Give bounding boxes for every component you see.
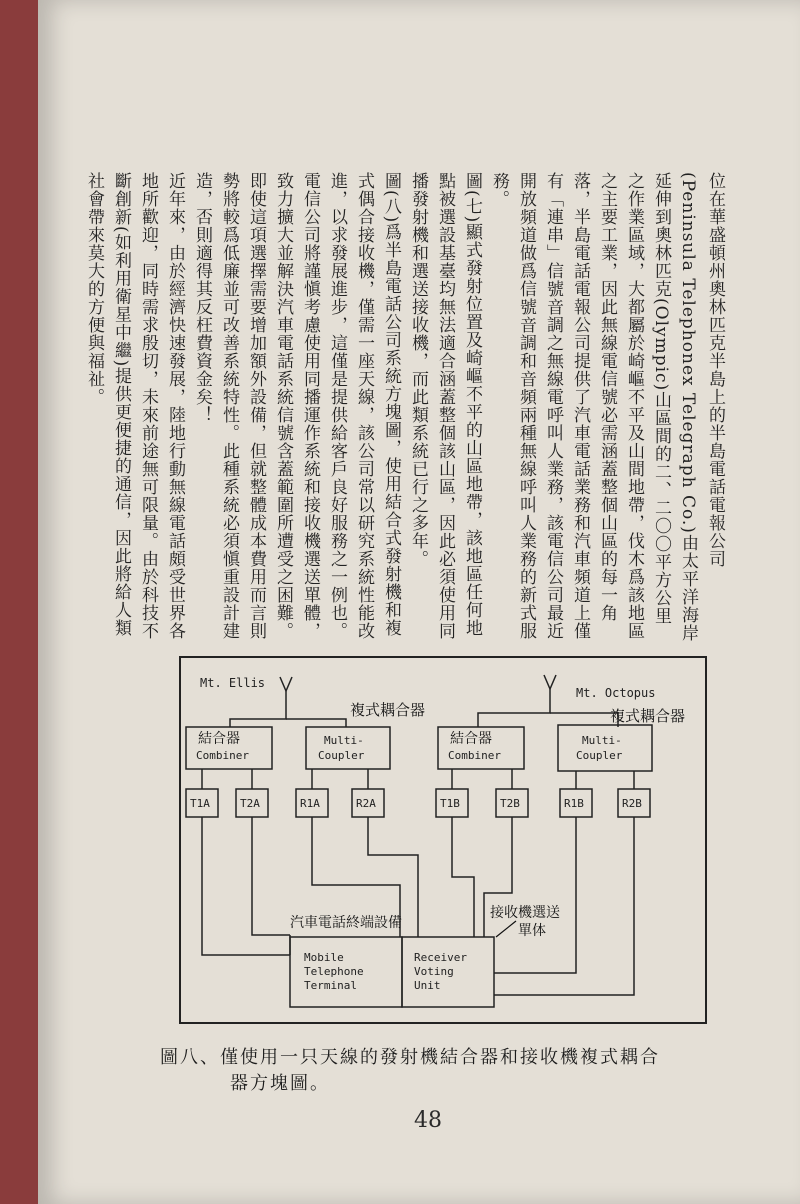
site-label-left: Mt. Ellis: [200, 676, 266, 690]
multicoupler-label: Multi-: [582, 734, 622, 747]
handwritten-arrow-icon: [496, 921, 516, 937]
multicoupler-label: Coupler: [576, 749, 623, 762]
antenna-right-icon: [544, 675, 556, 707]
voting-label: Receiver: [414, 951, 467, 964]
unit-label: T2B: [500, 797, 520, 810]
handwritten-multicoupler-label: 複式耦合器: [350, 701, 426, 719]
voting-label: Voting: [414, 965, 454, 978]
figure-caption: [160, 1045, 720, 1097]
block-diagram: [178, 655, 708, 1025]
antenna-left-icon: [280, 677, 292, 707]
multicoupler-label: Coupler: [318, 749, 365, 762]
combiner-label: Combiner: [196, 749, 249, 762]
site-label-right: Mt. Octopus: [576, 686, 656, 700]
page-number: 48: [414, 1108, 442, 1133]
caption-line: 圖八、僅使用一只天線的發射機結合器和接收機複式耦合: [160, 1047, 660, 1068]
handwritten-combiner-label: 結合器: [450, 731, 492, 747]
handwritten-multicoupler-label: 複式耦合器: [610, 707, 686, 725]
voting-label: Unit: [414, 979, 441, 992]
paragraph: 位在華盛頓州奧林匹克半島上的半島電話電報公司(Peninsula Telephonex Telegraph Co.)由太平洋海岸延伸到奧林匹克(Olympic)山區間的二、二〇〇平方公里之作業區域，大都屬於崎嶇不平及山間地帶，伐木爲該地區之主要工業，因此無線電信號必需涵蓋整個山區的每一角落，半島電話電報公司提供了汽車電話業務和汽車頻道上僅有「連串」信號音調之無線電呼叫人業務，該電信公司最近開放頻道做爲信號音調和音頻兩種無線呼叫人業務的新式服務。: [489, 172, 725, 642]
unit-label: R2A: [356, 797, 376, 810]
body-text: [84, 172, 728, 642]
unit-label: R1A: [300, 797, 320, 810]
paragraph: 圖(七)顯式發射位置及崎嶇不平的山區地帶，該地區任何地點被選設基臺均無法適合涵蓋整個該山區，因此必須使用同播發射機和選送接收機，而此類系統已行之多年。: [408, 172, 482, 640]
unit-label: T2A: [240, 797, 260, 810]
terminal-label: Terminal: [304, 979, 357, 992]
book-page: [38, 0, 800, 1204]
combiner-label: Combiner: [448, 749, 501, 762]
paragraph: 近年來，由於經濟快速發展，陸地行動無線電話頗受世界各地所歡迎，同時需求殷切，未來前途無可限量。由於科技不斷創新(如利用衛星中繼)提供更便捷的通信，因此將給人類社會帶來莫大的方便與福祉。: [84, 172, 185, 640]
paragraph: 電信公司將謹愼考慮使用同播運作系統和接收機選送單體，致力擴大並解決汽車電話系統信號含蓋範圍所遭受之困難。即使這項選擇需要增加額外設備，但就整體成本費用而言則勢將較爲低廉並可改善系統特性。此種系統必須愼重設計建造，否則適得其反枉費資金矣！: [192, 172, 320, 640]
unit-label: T1B: [440, 797, 460, 810]
handwritten-terminal-label: 汽車電話終端設備: [290, 915, 402, 931]
unit-label: R1B: [564, 797, 584, 810]
handwritten-voting-label: 單体: [518, 923, 546, 939]
handwritten-combiner-label: 結合器: [198, 731, 240, 747]
multicoupler-label: Multi-: [324, 734, 364, 747]
paragraph: 圖(八)爲半島電話公司系統方塊圖，使用結合式發射機和複式偶合接收機，僅需一座天線，該公司常以研究系統性能改進，以求發展進步，這僅是提供給客戶良好服務之一例也。: [327, 172, 401, 640]
unit-boxes: [186, 789, 650, 817]
terminal-label: Telephone: [304, 965, 364, 978]
terminal-label: Mobile: [304, 951, 344, 964]
caption-line: 器方塊圖。: [230, 1073, 330, 1094]
multicoupler-box-right: [558, 725, 652, 771]
unit-label: T1A: [190, 797, 210, 810]
handwritten-voting-label: 接收機選送: [490, 905, 560, 921]
unit-label: R2B: [622, 797, 642, 810]
